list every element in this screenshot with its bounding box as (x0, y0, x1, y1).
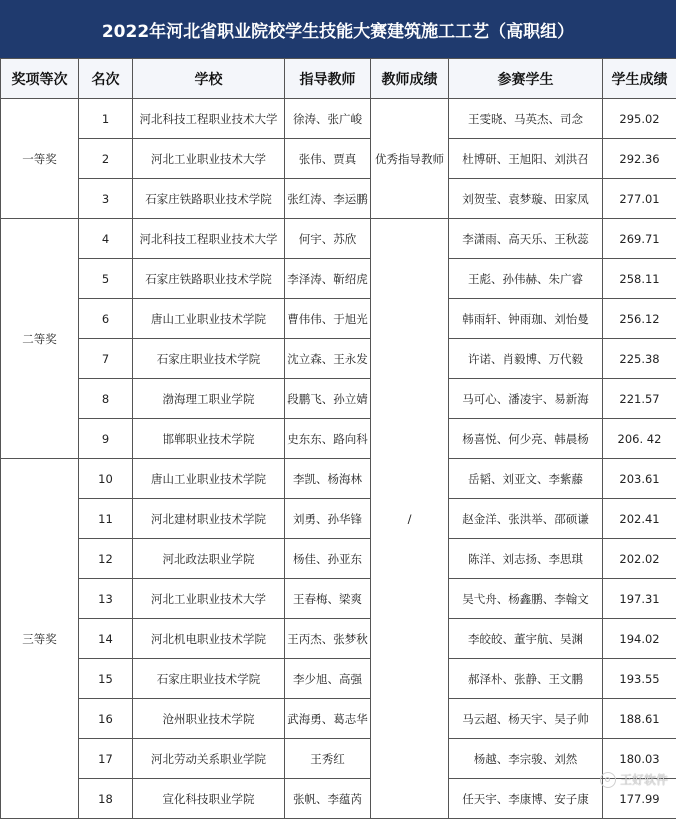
rank-cell: 13 (79, 579, 133, 619)
table-row (1, 699, 676, 739)
teachers-cell: 徐涛、张广峻 (285, 99, 371, 139)
teacher-grade-cell-none: / (371, 219, 449, 819)
students-cell: 任天宇、李康博、安子康 (449, 779, 603, 819)
score-cell: 202.41 (603, 499, 676, 539)
table-header-row (1, 59, 676, 99)
students-cell: 王彪、孙伟赫、朱广睿 (449, 259, 603, 299)
score-cell: 258.11 (603, 259, 676, 299)
score-cell: 225.38 (603, 339, 676, 379)
header-teachers: 指导教师 (285, 59, 371, 99)
rank-cell: 14 (79, 619, 133, 659)
results-table (0, 58, 676, 819)
table-row (1, 739, 676, 779)
teachers-cell: 李凯、杨海林 (285, 459, 371, 499)
table-row (1, 339, 676, 379)
award-cell-third: 三等奖 (1, 459, 79, 819)
teachers-cell: 王丙杰、张梦秋 (285, 619, 371, 659)
score-cell: 206. 42 (603, 419, 676, 459)
score-cell: 177.99 (603, 779, 676, 819)
header-student-score: 学生成绩 (603, 59, 676, 99)
score-cell: 202.02 (603, 539, 676, 579)
header-school: 学校 (133, 59, 285, 99)
school-cell: 河北工业职业技术大学 (133, 139, 285, 179)
school-cell: 石家庄职业技术学院 (133, 659, 285, 699)
header-rank: 名次 (79, 59, 133, 99)
table-row (1, 539, 676, 579)
score-cell: 193.55 (603, 659, 676, 699)
score-cell: 221.57 (603, 379, 676, 419)
award-cell-first: 一等奖 (1, 99, 79, 219)
rank-cell: 6 (79, 299, 133, 339)
score-cell: 277.01 (603, 179, 676, 219)
table-row (1, 579, 676, 619)
students-cell: 郝泽朴、张静、王文鹏 (449, 659, 603, 699)
table-row (1, 379, 676, 419)
table-row (1, 99, 676, 139)
teachers-cell: 曹伟伟、于旭光 (285, 299, 371, 339)
header-teacher-grade: 教师成绩 (371, 59, 449, 99)
school-cell: 石家庄铁路职业技术学院 (133, 179, 285, 219)
school-cell: 石家庄职业技术学院 (133, 339, 285, 379)
table-row (1, 419, 676, 459)
teachers-cell: 张红涛、李运鹏 (285, 179, 371, 219)
rank-cell: 11 (79, 499, 133, 539)
students-cell: 赵金洋、张洪举、邵硕谦 (449, 499, 603, 539)
watermark-text: 王好软件 (620, 771, 668, 788)
header-students: 参赛学生 (449, 59, 603, 99)
rank-cell: 15 (79, 659, 133, 699)
school-cell: 河北科技工程职业技术大学 (133, 219, 285, 259)
teachers-cell: 王秀红 (285, 739, 371, 779)
teachers-cell: 李少旭、高强 (285, 659, 371, 699)
table-row (1, 459, 676, 499)
students-cell: 刘贺莹、袁梦璇、田家凤 (449, 179, 603, 219)
teachers-cell: 张伟、贾真 (285, 139, 371, 179)
table-row (1, 219, 676, 259)
school-cell: 唐山工业职业技术学院 (133, 459, 285, 499)
students-cell: 吴弋舟、杨鑫鹏、李翰文 (449, 579, 603, 619)
rank-cell: 7 (79, 339, 133, 379)
school-cell: 河北建材职业技术学院 (133, 499, 285, 539)
school-cell: 河北机电职业技术学院 (133, 619, 285, 659)
table-row (1, 179, 676, 219)
teachers-cell: 李泽涛、靳绍虎 (285, 259, 371, 299)
rank-cell: 9 (79, 419, 133, 459)
table-row (1, 299, 676, 339)
school-cell: 石家庄铁路职业技术学院 (133, 259, 285, 299)
score-cell: 269.71 (603, 219, 676, 259)
table-row (1, 499, 676, 539)
award-cell-second: 二等奖 (1, 219, 79, 459)
school-cell: 宣化科技职业学院 (133, 779, 285, 819)
students-cell: 王雯晓、马英杰、司念 (449, 99, 603, 139)
rank-cell: 1 (79, 99, 133, 139)
rank-cell: 17 (79, 739, 133, 779)
score-cell: 194.02 (603, 619, 676, 659)
score-cell: 203.61 (603, 459, 676, 499)
rank-cell: 4 (79, 219, 133, 259)
rank-cell: 10 (79, 459, 133, 499)
table-row (1, 619, 676, 659)
school-cell: 河北政法职业学院 (133, 539, 285, 579)
students-cell: 许诺、肖毅博、万代毅 (449, 339, 603, 379)
students-cell: 李潇雨、高天乐、王秋蕊 (449, 219, 603, 259)
teachers-cell: 杨佳、孙亚东 (285, 539, 371, 579)
students-cell: 陈洋、刘志扬、李思琪 (449, 539, 603, 579)
score-cell: 295.02 (603, 99, 676, 139)
score-cell: 180.03 (603, 739, 676, 779)
school-cell: 河北科技工程职业技术大学 (133, 99, 285, 139)
rank-cell: 16 (79, 699, 133, 739)
score-cell: 292.36 (603, 139, 676, 179)
table-row (1, 779, 676, 819)
teachers-cell: 沈立森、王永发 (285, 339, 371, 379)
score-cell: 188.61 (603, 699, 676, 739)
score-cell: 256.12 (603, 299, 676, 339)
teachers-cell: 王春梅、梁爽 (285, 579, 371, 619)
teachers-cell: 段鹏飞、孙立婧 (285, 379, 371, 419)
table-row (1, 259, 676, 299)
students-cell: 杜博研、王旭阳、刘洪召 (449, 139, 603, 179)
school-cell: 沧州职业技术学院 (133, 699, 285, 739)
table-row (1, 659, 676, 699)
rank-cell: 2 (79, 139, 133, 179)
students-cell: 马可心、潘凌宇、易新海 (449, 379, 603, 419)
rank-cell: 18 (79, 779, 133, 819)
teachers-cell: 何宇、苏欣 (285, 219, 371, 259)
teacher-grade-cell-excellent: 优秀指导教师 (371, 99, 449, 219)
teachers-cell: 武海勇、葛志华 (285, 699, 371, 739)
rank-cell: 3 (79, 179, 133, 219)
students-cell: 杨喜悦、何少亮、韩晨杨 (449, 419, 603, 459)
teachers-cell: 史东东、路向科 (285, 419, 371, 459)
rank-cell: 12 (79, 539, 133, 579)
school-cell: 河北劳动关系职业学院 (133, 739, 285, 779)
teachers-cell: 张帆、李蕴芮 (285, 779, 371, 819)
school-cell: 渤海理工职业学院 (133, 379, 285, 419)
teachers-cell: 刘勇、孙华锋 (285, 499, 371, 539)
score-cell: 197.31 (603, 579, 676, 619)
school-cell: 河北工业职业技术大学 (133, 579, 285, 619)
table-row (1, 139, 676, 179)
page-title: 2022年河北省职业院校学生技能大赛建筑施工工艺（高职组） (0, 0, 676, 58)
school-cell: 唐山工业职业技术学院 (133, 299, 285, 339)
students-cell: 韩雨轩、钟雨珈、刘怡曼 (449, 299, 603, 339)
students-cell: 杨越、李宗骏、刘然 (449, 739, 603, 779)
students-cell: 李皎皎、董宇航、吴渊 (449, 619, 603, 659)
school-cell: 邯郸职业技术学院 (133, 419, 285, 459)
students-cell: 马云超、杨天宇、吴子帅 (449, 699, 603, 739)
students-cell: 岳韬、刘亚文、李紫藤 (449, 459, 603, 499)
header-award: 奖项等次 (1, 59, 79, 99)
rank-cell: 5 (79, 259, 133, 299)
rank-cell: 8 (79, 379, 133, 419)
